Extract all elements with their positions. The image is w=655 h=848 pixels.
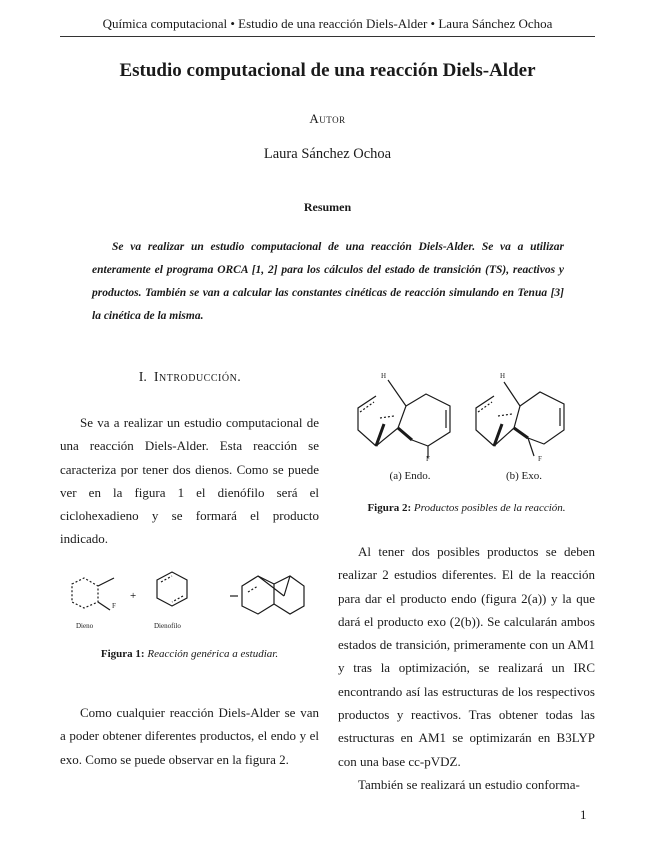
figure2a-endo-structure	[350, 366, 465, 464]
dienophile-structure	[157, 572, 187, 606]
header-rule	[60, 36, 595, 37]
paragraph-products: Como cualquier reacción Diels-Alder se van a poder obtener diferentes productos, el endo y el exo. Como se puede observar en la figura 2.	[60, 705, 319, 767]
paragraph-intro: Se va a realizar un estudio computacional de una reacción Diels-Alder. Esta reacción se caracteriza por tener dos dienos. Como se puede ver en la figura 1 el dienófilo será el ciclohexadieno y se formará el producto indicado.	[60, 415, 319, 547]
figure2a-subcaption: (a) Endo.	[389, 470, 431, 482]
figure2-caption	[338, 502, 595, 514]
endo-atom-h: H	[381, 372, 387, 380]
figure1-label: Figura 1:	[100, 648, 145, 660]
paper-title: Estudio computacional de una reacción Diels-Alder	[119, 60, 536, 81]
abstract-text: Se va realizar un estudio computacional de una reacción Diels-Alder. Se va a utilizar enteramente el programa ORCA [1, 2] para los cálculos del estado de transición (TS), reactivos y productos. También se van a calcular las constantes cinéticas de reacción simulando en Tenua [3] la cinética de la misma.	[92, 241, 564, 322]
exo-atom-f: F	[538, 455, 542, 463]
exo-atom-h: H	[500, 372, 506, 380]
abstract-heading: Resumen	[303, 200, 352, 214]
running-head: Química computacional • Estudio de una reacción Diels-Alder • Laura Sánchez Ochoa	[102, 16, 553, 31]
page-number: 1	[580, 807, 587, 822]
section-title: Introducción.	[153, 370, 242, 385]
figure2b-subcaption: (b) Exo.	[505, 470, 543, 482]
figure2b-exo-structure	[470, 366, 585, 464]
figure2-caption-text: Productos posibles de la reacción.	[413, 502, 566, 514]
dienofilo-label: Dienofilo	[154, 622, 181, 630]
paragraph-conformational: También se realizará un estudio conforma-	[358, 776, 580, 792]
diene-structure	[72, 578, 116, 610]
author-label: Autor	[309, 111, 346, 126]
figure1-caption	[60, 648, 319, 660]
section-number: I.	[138, 370, 147, 385]
dieno-label: Dieno	[76, 622, 94, 630]
figure2-label: Figura 2:	[367, 502, 412, 514]
section-heading	[60, 370, 320, 386]
paragraph-study	[338, 540, 595, 796]
endo-atom-f: F	[426, 455, 430, 463]
figure1-scheme	[62, 566, 317, 634]
author-name: Laura Sánchez Ochoa	[263, 146, 392, 162]
diene-atom-f: F	[112, 602, 116, 610]
paragraph-two-studies: Al tener dos posibles productos se deben realizar 2 estudios diferentes. El de la reacción para dar el producto endo (figura 2(a)) y la que dará el producto exo (2(b)). Se calcularán ambos estados de transición, primeramente con un AM1 y tras la optimización, se realizará un IRC encontrando así las estructuras de los respectivos productos y reactivos. Tras obtener todas las estructuras en AM1 se optimizarán en B3LYP con una base cc-pVDZ.	[338, 544, 595, 769]
figure1-caption-text: Reacción genérica a estudiar.	[147, 648, 279, 660]
product-structure	[230, 576, 304, 614]
plus-sign: +	[130, 590, 137, 602]
